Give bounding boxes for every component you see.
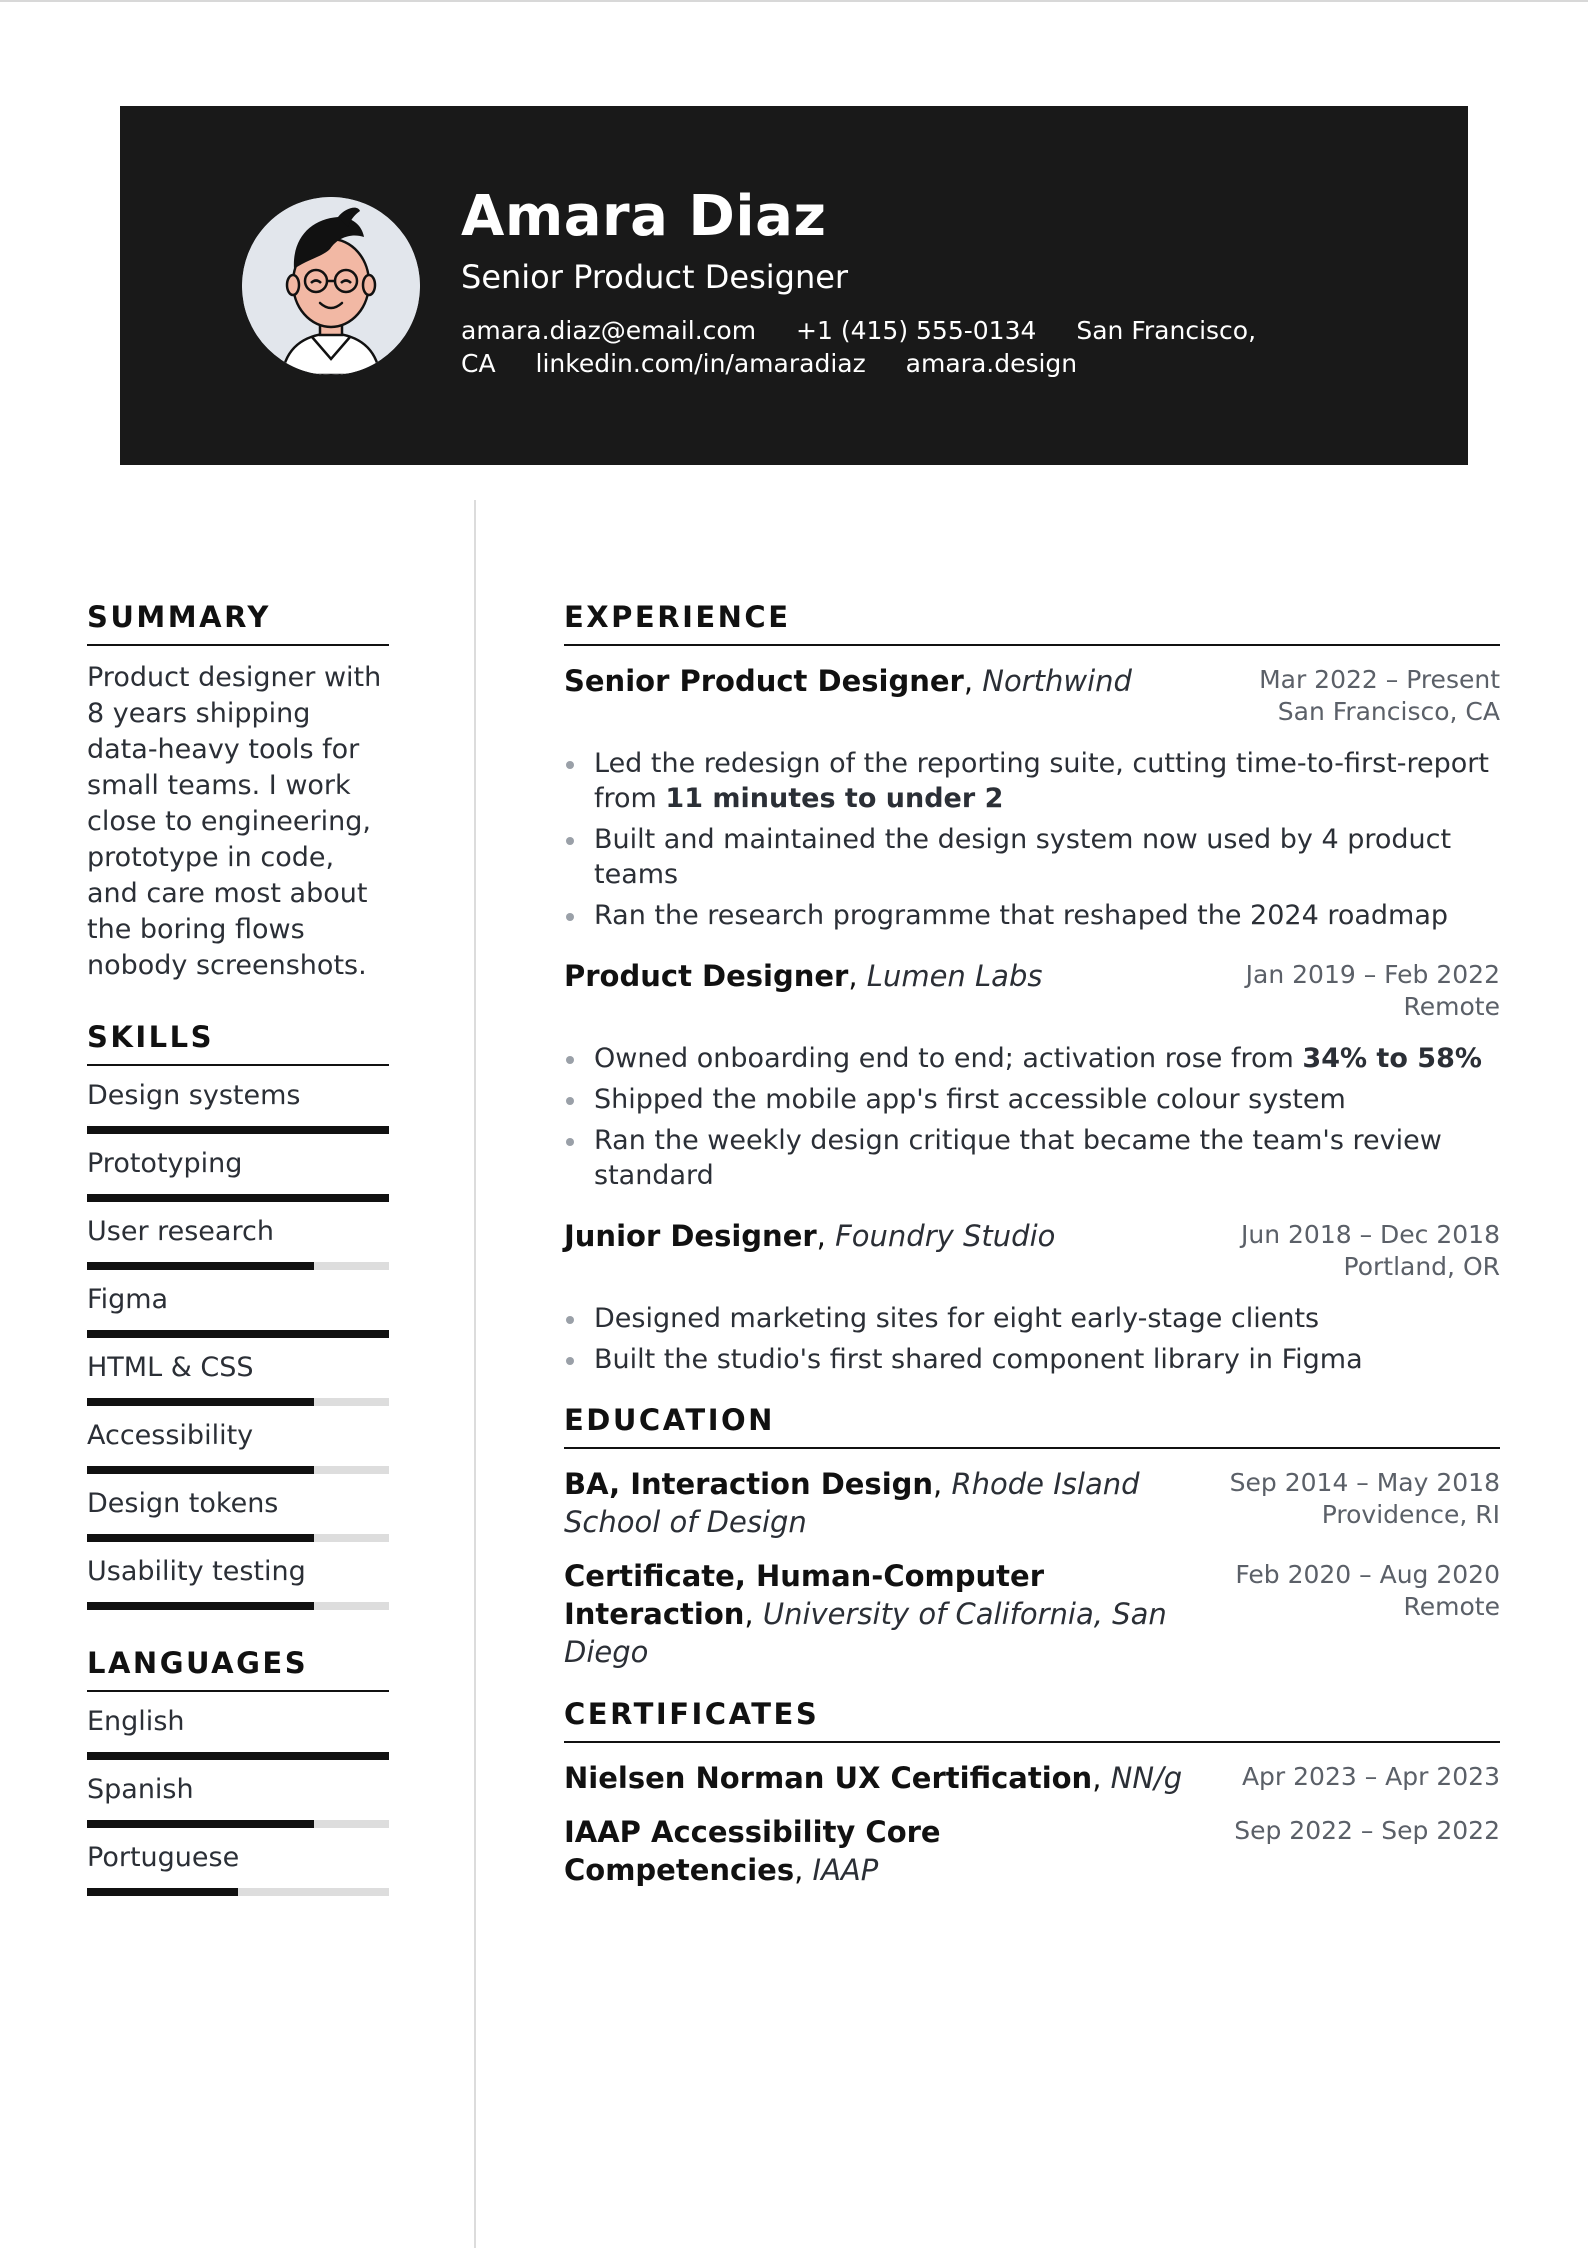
entry-organization: Northwind xyxy=(982,664,1132,698)
entry-dates: Apr 2023 – Apr 2023 xyxy=(1241,1762,1500,1791)
entry-organization: University of California, San Diego xyxy=(564,1597,1167,1669)
summary-heading: SUMMARY xyxy=(87,600,389,646)
entry-role: BA, Interaction Design xyxy=(564,1467,934,1501)
language-level-bar xyxy=(87,1752,389,1760)
entry-title: BA, Interaction Design, Rhode Island School of Design xyxy=(564,1467,1140,1539)
entry-meta xyxy=(1234,1815,1500,1847)
skill-level-fill xyxy=(87,1262,314,1270)
entry-dates: Jun 2018 – Dec 2018 xyxy=(1241,1220,1500,1249)
contact-location: San Francisco, CA xyxy=(461,316,1257,378)
bullet-text: Designed marketing sites for eight early-stage clients xyxy=(594,1303,1320,1334)
skill-item xyxy=(87,1554,389,1610)
bullet-text: Owned onboarding end to end; activation rose from xyxy=(594,1043,1303,1074)
entry-title: Junior Designer, Foundry Studio xyxy=(564,1219,1056,1253)
page-top-rule xyxy=(0,0,1588,2)
entry-title: Senior Product Designer, Northwind xyxy=(564,664,1132,698)
skill-label: Usability testing xyxy=(87,1556,306,1587)
language-item xyxy=(87,1772,389,1828)
skill-label: Figma xyxy=(87,1284,169,1315)
contact-website[interactable]: amara.design xyxy=(905,349,1078,378)
skill-level-bar xyxy=(87,1262,389,1270)
experience-entry xyxy=(564,662,1500,933)
experience-heading: EXPERIENCE xyxy=(564,600,1500,646)
entry-title: IAAP Accessibility Core Competencies, IAAP xyxy=(564,1815,941,1887)
skill-label: Accessibility xyxy=(87,1420,254,1451)
language-item xyxy=(87,1840,389,1896)
skill-level-fill xyxy=(87,1466,314,1474)
entry-role: Certificate, Human-Computer Interaction xyxy=(564,1559,1045,1631)
contact-linkedin[interactable]: linkedin.com/in/amaradiaz xyxy=(535,349,866,378)
certificates-list xyxy=(564,1759,1500,1889)
entry-location: Portland, OR xyxy=(1343,1252,1500,1281)
entry-meta xyxy=(1246,959,1500,1023)
entry-organization: Rhode Island School of Design xyxy=(564,1467,1140,1539)
skill-level-bar xyxy=(87,1602,389,1610)
bullet-item xyxy=(564,1041,1500,1076)
skill-level-bar xyxy=(87,1126,389,1134)
entry-role: Nielsen Norman UX Certification xyxy=(564,1761,1093,1795)
language-level-fill xyxy=(87,1820,314,1828)
entry-location: San Francisco, CA xyxy=(1277,697,1500,726)
entry-location: Providence, RI xyxy=(1321,1500,1500,1529)
skills-heading: SKILLS xyxy=(87,1020,389,1066)
language-label: Portuguese xyxy=(87,1842,240,1873)
entry-meta xyxy=(1242,1761,1500,1793)
language-label: English xyxy=(87,1706,185,1737)
entry-meta xyxy=(1235,1559,1500,1623)
entry-organization: Foundry Studio xyxy=(835,1219,1056,1253)
language-level-fill xyxy=(87,1888,238,1896)
bullet-item xyxy=(564,1082,1500,1117)
entry-organization: Lumen Labs xyxy=(866,959,1043,993)
languages-list xyxy=(87,1704,389,1896)
skill-level-bar xyxy=(87,1194,389,1202)
skill-item xyxy=(87,1214,389,1270)
languages-heading: LANGUAGES xyxy=(87,1646,389,1692)
experience-entry xyxy=(564,957,1500,1193)
skill-item xyxy=(87,1418,389,1474)
skill-label: Prototyping xyxy=(87,1148,243,1179)
language-level-bar xyxy=(87,1820,389,1828)
cartoon-avatar-icon xyxy=(242,197,420,375)
language-level-bar xyxy=(87,1888,389,1896)
skill-label: Design systems xyxy=(87,1080,301,1111)
main-column xyxy=(564,600,1500,1903)
skill-level-fill xyxy=(87,1398,314,1406)
bullet-item xyxy=(564,822,1500,892)
skill-level-bar xyxy=(87,1330,389,1338)
experience-list xyxy=(564,662,1500,1377)
skill-level-fill xyxy=(87,1534,314,1542)
contact-phone[interactable]: +1 (415) 555-0134 xyxy=(796,316,1037,345)
bullet-highlight: 11 minutes to under 2 xyxy=(665,783,1004,814)
certificates-heading: CERTIFICATES xyxy=(564,1697,1500,1743)
bullet-item xyxy=(564,746,1500,816)
experience-entry xyxy=(564,1217,1500,1377)
entry-role: Senior Product Designer xyxy=(564,664,964,698)
bullet-text: Led the redesign of the reporting suite, cutting time-to-first-report from xyxy=(594,748,1489,814)
skill-label: HTML & CSS xyxy=(87,1352,254,1383)
bullet-item xyxy=(564,1342,1500,1377)
candidate-role: Senior Product Designer xyxy=(461,258,849,296)
certificate-entry xyxy=(564,1813,1500,1889)
language-item xyxy=(87,1704,389,1760)
entry-organization: NN/g xyxy=(1110,1761,1183,1795)
skill-level-fill xyxy=(87,1126,389,1134)
skill-level-fill xyxy=(87,1330,389,1338)
skill-item xyxy=(87,1282,389,1338)
bullet-text: Ran the research programme that reshaped the 2024 roadmap xyxy=(594,900,1449,931)
bullet-item xyxy=(564,1123,1500,1193)
entry-location: Remote xyxy=(1403,992,1500,1021)
experience-bullets xyxy=(564,1041,1500,1193)
skill-item xyxy=(87,1486,389,1542)
entry-dates: Feb 2020 – Aug 2020 xyxy=(1235,1560,1500,1589)
skill-label: User research xyxy=(87,1216,274,1247)
entry-title: Certificate, Human-Computer Interaction, University of California, San Diego xyxy=(564,1559,1167,1669)
bullet-text: Ran the weekly design critique that became the team's review standard xyxy=(594,1125,1442,1191)
bullet-text: Built and maintained the design system now used by 4 product teams xyxy=(594,824,1452,890)
language-label: Spanish xyxy=(87,1774,194,1805)
candidate-name: Amara Diaz xyxy=(461,184,827,249)
bullet-item xyxy=(564,898,1500,933)
experience-bullets xyxy=(564,746,1500,933)
contact-email[interactable]: amara.diaz@email.com xyxy=(461,316,757,345)
entry-meta xyxy=(1259,664,1500,728)
skill-level-bar xyxy=(87,1398,389,1406)
entry-dates: Sep 2022 – Sep 2022 xyxy=(1234,1816,1500,1845)
skill-item xyxy=(87,1078,389,1134)
resume-header xyxy=(120,106,1468,465)
entry-organization: IAAP xyxy=(812,1853,879,1887)
entry-dates: Sep 2014 – May 2018 xyxy=(1229,1468,1500,1497)
skill-item xyxy=(87,1350,389,1406)
entry-role: Product Designer xyxy=(564,959,849,993)
skill-item xyxy=(87,1146,389,1202)
skill-label: Design tokens xyxy=(87,1488,279,1519)
skill-level-fill xyxy=(87,1602,314,1610)
skills-list xyxy=(87,1078,389,1610)
bullet-item xyxy=(564,1301,1500,1336)
skill-level-fill xyxy=(87,1194,389,1202)
entry-meta xyxy=(1241,1219,1500,1283)
education-entry xyxy=(564,1557,1500,1671)
contact-list xyxy=(461,314,1261,380)
entry-dates: Mar 2022 – Present xyxy=(1259,665,1500,694)
bullet-highlight: 34% to 58% xyxy=(1302,1043,1482,1074)
education-list xyxy=(564,1465,1500,1671)
entry-role: Junior Designer xyxy=(564,1219,817,1253)
skill-level-bar xyxy=(87,1466,389,1474)
entry-role: IAAP Accessibility Core Competencies xyxy=(564,1815,941,1887)
entry-title: Product Designer, Lumen Labs xyxy=(564,959,1043,993)
entry-location: Remote xyxy=(1403,1592,1500,1621)
bullet-text: Shipped the mobile app's first accessible colour system xyxy=(594,1084,1346,1115)
bullet-text: Built the studio's first shared component library in Figma xyxy=(594,1344,1363,1375)
skill-level-bar xyxy=(87,1534,389,1542)
education-entry xyxy=(564,1465,1500,1541)
summary-text: Product designer with 8 years shipping data-heavy tools for small teams. I work close to engineering, prototype in code, and care most about the boring flows nobody screenshots. xyxy=(87,662,382,981)
language-level-fill xyxy=(87,1752,389,1760)
certificate-entry xyxy=(564,1759,1500,1797)
column-divider xyxy=(474,500,476,2248)
entry-meta xyxy=(1230,1467,1500,1531)
entry-title: Nielsen Norman UX Certification, NN/g xyxy=(564,1761,1183,1795)
entry-dates: Jan 2019 – Feb 2022 xyxy=(1245,960,1500,989)
sidebar xyxy=(87,600,389,1896)
experience-bullets xyxy=(564,1301,1500,1377)
education-heading: EDUCATION xyxy=(564,1403,1500,1449)
